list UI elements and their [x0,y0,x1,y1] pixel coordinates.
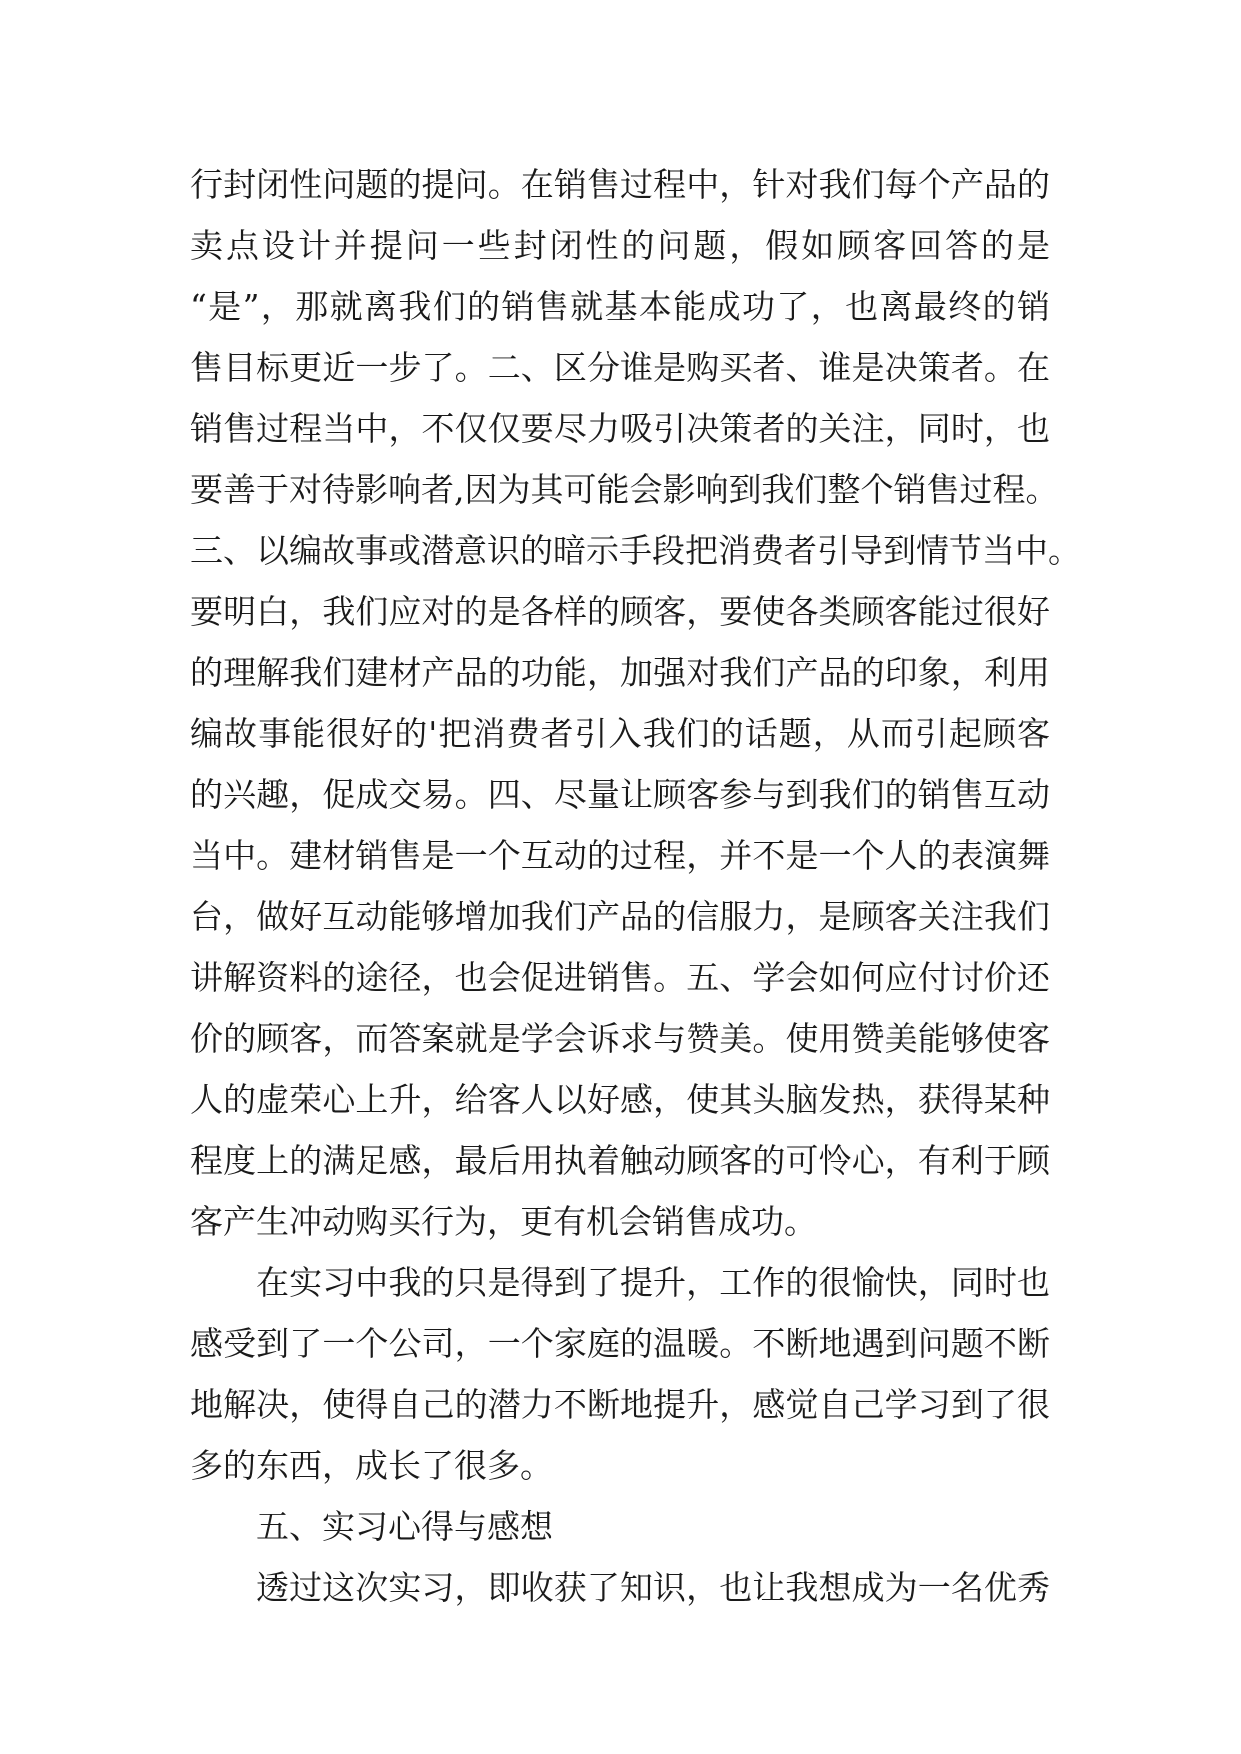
text-line: 程度上的满足感，最后用执着触动顾客的可怜心，有利于顾 [190,1141,1050,1180]
text-line: 卖点设计并提问一些封闭性的问题，假如顾客回答的是 [190,226,1050,265]
text-line: 多的东西，成长了很多。 [190,1446,553,1485]
section-heading: 五、实习心得与感想 [256,1507,553,1546]
text-line: 地解决，使得自己的潜力不断地提升，感觉自己学习到了很 [190,1385,1050,1424]
text-line: 人的虚荣心上升，给客人以好感，使其头脑发热，获得某种 [190,1080,1050,1119]
text-line: 在实习中我的只是得到了提升，工作的很愉快，同时也 [256,1263,1050,1302]
text-line: 台，做好互动能够增加我们产品的信服力，是顾客关注我们 [190,897,1050,936]
text-line: 要明白，我们应对的是各样的顾客，要使各类顾客能过很好 [190,592,1050,631]
text-line: 销售过程当中，不仅仅要尽力吸引决策者的关注，同时，也 [190,409,1050,448]
text-line: 要善于对待影响者,因为其可能会影响到我们整个销售过程。 [190,470,1059,509]
text-line: 行封闭性问题的提问。在销售过程中，针对我们每个产品的 [190,165,1050,204]
text-line: 售目标更近一步了。二、区分谁是购买者、谁是决策者。在 [190,348,1050,387]
text-line: 编故事能很好的'把消费者引入我们的话题，从而引起顾客 [190,714,1050,753]
text-line: 的兴趣，促成交易。四、尽量让顾客参与到我们的销售互动 [190,775,1050,814]
text-line: 讲解资料的途径，也会促进销售。五、学会如何应付讨价还 [190,958,1050,997]
text-line: 当中。建材销售是一个互动的过程，并不是一个人的表演舞 [190,836,1050,875]
document-body [190,154,1081,1618]
text-line: 透过这次实习，即收获了知识，也让我想成为一名优秀 [256,1568,1050,1607]
text-line: 价的顾客，而答案就是学会诉求与赞美。使用赞美能够使客 [190,1019,1050,1058]
text-line: 的理解我们建材产品的功能，加强对我们产品的印象，利用 [190,653,1050,692]
text-line: 客产生冲动购买行为，更有机会销售成功。 [190,1202,817,1241]
text-line: 感受到了一个公司，一个家庭的温暖。不断地遇到问题不断 [190,1324,1050,1363]
text-line: “是”，那就离我们的销售就基本能成功了，也离最终的销 [190,287,1050,326]
text-line: 三、以编故事或潜意识的暗示手段把消费者引导到情节当中。 [190,531,1081,570]
